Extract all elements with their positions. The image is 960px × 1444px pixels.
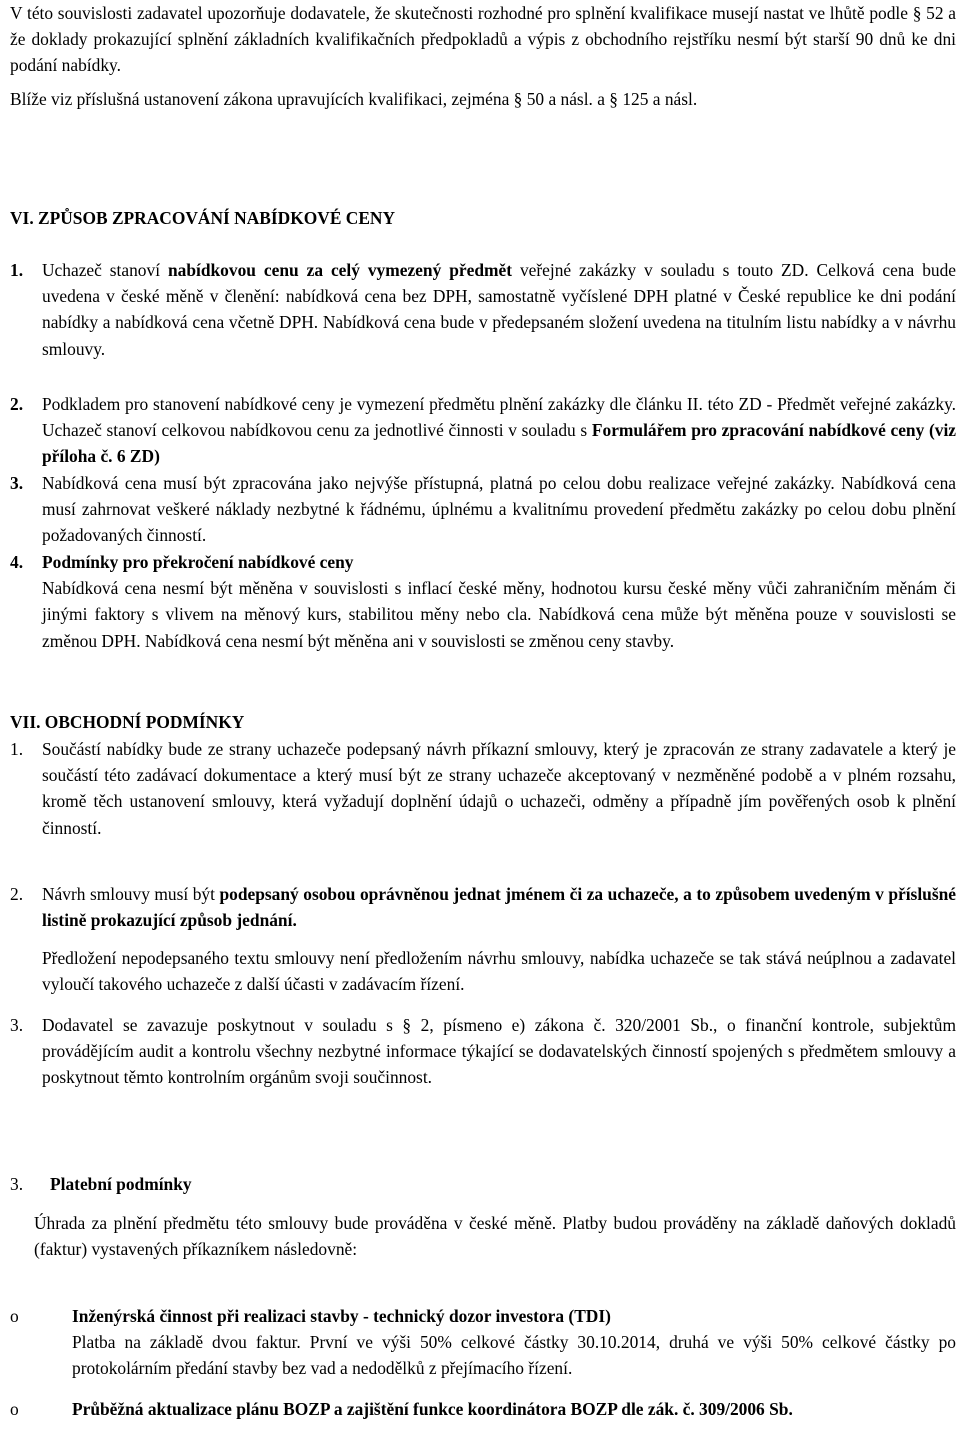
- item-title: Platební podmínky: [50, 1174, 192, 1194]
- item-paragraph: Úhrada za plnění předmětu této smlouvy bude prováděna v české měně. Platby budou prováděny na základě daňových dokladů (faktur) vystavených příkazníkem následovně:: [34, 1213, 956, 1260]
- item-title: Podmínky pro překročení nabídkové ceny: [42, 552, 354, 572]
- bullet-text: [72, 1396, 956, 1422]
- item-text: Uchazeč stanoví nabídkovou cenu za celý vymezený předmět veřejné zakázky v souladu s touto ZD. Celková cena bude uvedena v české měně v členění: nabídková cena bez DPH, samostatně vyčíslené DPH platné v České republice ke dni podání nabídky a nabídková cena včetně DPH. Nabídková cena bude v předepsaném složení uvedena na titulním listu nabídky a v návrhu smlouvy.: [42, 260, 956, 359]
- item-text: Podkladem pro stanovení nabídkové ceny je vymezení předmětu plnění zakázky dle článku II. této ZD - Předmět veřejné zakázky. Uchazeč stanoví celkovou nabídkovou cenu za jednotlivé činnosti v souladu s Formulářem pro zpracování nabídkové ceny (viz příloha č. 6 ZD): [42, 394, 956, 467]
- list-item: [10, 881, 956, 933]
- bullet-title: Inženýrská činnost při realizaci stavby - technický dozor investora (TDI): [72, 1306, 611, 1326]
- item-number: 2.: [10, 884, 24, 904]
- item-text: Dodavatel se zavazuje poskytnout v souladu s § 2, písmeno e) zákona č. 320/2001 Sb., o finanční kontrole, subjektům provádějícím audit a kontrolu všechny nezbytné informace týkající se dodavatelských činností spojených s předmětem smlouvy a poskytnout těmto kontrolním orgánům svoji součinnost.: [42, 1015, 956, 1088]
- item-number: 4.: [10, 552, 24, 572]
- bullet-item: [10, 1303, 956, 1382]
- item-text: Podmínky pro překročení nabídkové ceny Nabídková cena nesmí být měněna v souvislosti s inflací české měny, hodnotou kursu české měny vůči zahraničním měnám či jinými faktory s vlivem na měnový kurs, stabilitou měny nebo cla. Nabídková cena může být měněna pouze v souvislosti se změnou DPH. Nabídková cena nesmí být měněna ani v souvislosti se změnou ceny stavby.: [42, 552, 956, 651]
- section-heading-6: VI. ZPŮSOB ZPRACOVÁNÍ NABÍDKOVÉ CENY: [10, 208, 396, 228]
- list-item: [10, 470, 956, 549]
- bullet-item: [10, 1396, 956, 1422]
- item-text: Návrh smlouvy musí být podepsaný osobou oprávněnou jednat jménem či za uchazeče, a to způsobem uvedeným v příslušné listině prokazující způsob jednání.: [42, 884, 956, 931]
- item-number: 3.: [10, 1015, 24, 1035]
- list-item: [10, 736, 956, 841]
- list-item: [10, 1012, 956, 1091]
- item-text: Součástí nabídky bude ze strany uchazeče podepsaný návrh příkazní smlouvy, který je zpracován ze strany zadavatele a který je součástí této zadávací dokumentace a který musí být ze strany uchazeče akceptovaný v nezměněné podobě a v plném rozsahu, kromě těch ustanovení smlouvy, která vyžadují doplnění údajů o uchazeči, odměny a případně jím pověřených osob k plnění činností.: [42, 739, 956, 838]
- item-number: 1.: [10, 739, 24, 759]
- section-heading-7: VII. OBCHODNÍ PODMÍNKY: [10, 712, 245, 732]
- bullet-title: Průběžná aktualizace plánu BOZP a zajištění funkce koordinátora BOZP dle zák. č. 309/2006 Sb.: [72, 1399, 793, 1419]
- item-number: 1.: [10, 260, 24, 280]
- list-item: [10, 257, 956, 362]
- list-item: [10, 1171, 956, 1197]
- bullet-marker: o: [10, 1399, 19, 1419]
- list-item: [10, 549, 956, 654]
- intro-paragraph: V této souvislosti zadavatel upozorňuje dodavatele, že skutečnosti rozhodné pro splnění kvalifikace musejí nastat ve lhůtě podle § 52 a že doklady prokazující splnění základních kvalifikačních předpokladů a výpis z obchodního rejstříku nesmí být starší 90 dnů ke dni podání nabídky.: [10, 3, 956, 76]
- item-number: 3.: [10, 1174, 24, 1194]
- intro-reference: Blíže viz příslušná ustanovení zákona upravujících kvalifikaci, zejména § 50 a násl. a § 125 a násl.: [10, 89, 698, 109]
- item-text: Nabídková cena musí být zpracována jako nejvýše přístupná, platná po celou dobu realizace veřejné zakázky. Nabídková cena musí zahrnovat veškeré náklady nezbytné k řádnému, úplnému a kvalitnímu provedení předmětu zakázky po celou dobu plnění požadovaných činností.: [42, 473, 956, 546]
- item-paragraph: Předložení nepodepsaného textu smlouvy není předložením návrhu smlouvy, nabídka uchazeče se tak stává neúplnou a zadavatel vyloučí takového uchazeče z další účasti v zadávacím řízení.: [42, 948, 956, 995]
- bullet-marker: o: [10, 1306, 19, 1326]
- item-number: 3.: [10, 473, 24, 493]
- bullet-text: Inženýrská činnost při realizaci stavby - technický dozor investora (TDI) Platba na základě dvou faktur. První ve výši 50% celkové částky 30.10.2014, druhá ve výši 50% celkové částky po protokolárním předání stavby bez vad a nedodělků z přejímacího řízení.: [72, 1306, 956, 1379]
- item-number: 2.: [10, 394, 24, 414]
- list-item: [10, 391, 956, 470]
